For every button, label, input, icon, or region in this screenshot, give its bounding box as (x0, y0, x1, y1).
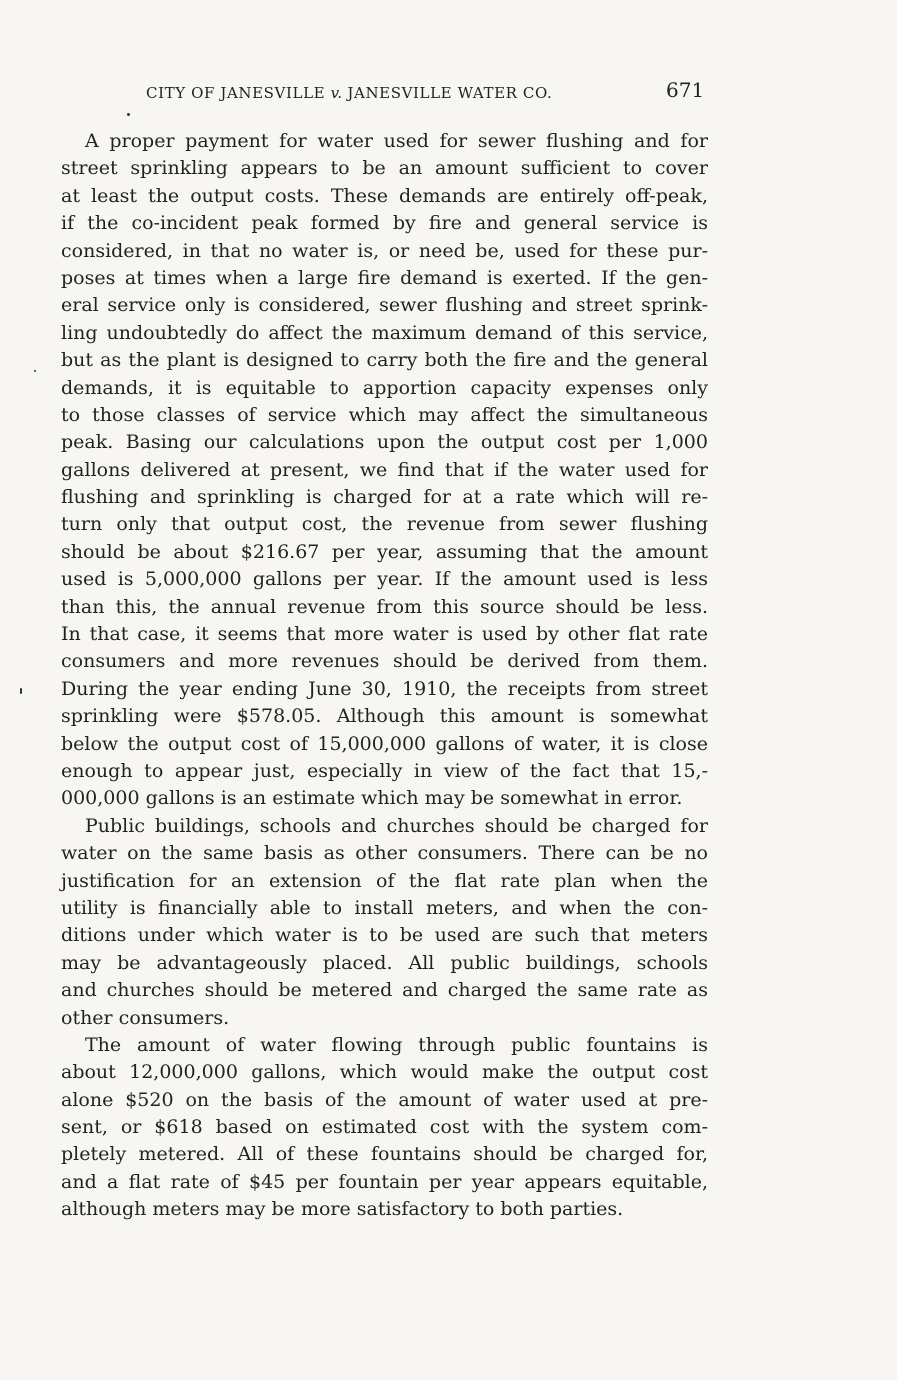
text-line: if the co-incident peak formed by fire and general service is (61, 212, 708, 235)
text-line: alone $520 on the basis of the amount of water used at pre- (61, 1088, 708, 1111)
text-line: gallons delivered at present, we find that if the water used for (61, 458, 708, 481)
paragraph-public-fountains (61, 1032, 708, 1224)
text-line: The amount of water flowing through public fountains is (85, 1033, 708, 1056)
text-line: at least the output costs. These demands are entirely off-peak, (61, 184, 708, 207)
text-line: below the output cost of 15,000,000 gallons of water, it is close (61, 732, 708, 755)
paragraph-public-buildings (61, 813, 708, 1032)
text-line: demands, it is equitable to apportion capacity expenses only (61, 376, 708, 399)
running-head-right: JANESVILLE WATER CO. (347, 84, 553, 102)
text-line: flushing and sprinkling is charged for at a rate which will re- (61, 486, 708, 509)
text-line: A proper payment for water used for sewer flushing and for (85, 130, 708, 152)
text-line: although meters may be more satisfactory to both parties. (61, 1198, 624, 1221)
ink-speck (34, 370, 36, 372)
running-head-versus: v. (330, 84, 343, 102)
text-line: turn only that output cost, the revenue from sewer flushing (61, 513, 708, 536)
text-line: but as the plant is designed to carry both the fire and the general (61, 349, 708, 372)
text-line: considered, in that no water is, or need be, used for these pur- (61, 239, 708, 262)
text-line: to those classes of service which may affect the simultaneous (61, 403, 708, 426)
text-line: ditions under which water is to be used are such that meters (61, 924, 708, 947)
text-line: than this, the annual revenue from this source should be less. (61, 595, 708, 618)
text-line: should be about $216.67 per year, assuming that the amount (61, 540, 708, 563)
running-head (146, 84, 626, 102)
text-line: water on the same basis as other consumers. There can be no (61, 842, 708, 865)
body-text (61, 128, 708, 1224)
text-line: may be advantageously placed. All public buildings, schools (61, 951, 708, 974)
text-line: 000,000 gallons is an estimate which may be somewhat in error. (61, 787, 683, 810)
text-line: utility is financially able to install meters, and when the con- (61, 896, 708, 919)
running-head-left: CITY OF JANESVILLE (146, 84, 326, 102)
text-line: street sprinkling appears to be an amount sufficient to cover (61, 157, 708, 180)
text-line: sprinkling were $578.05. Although this amount is somewhat (61, 705, 708, 728)
text-line: used is 5,000,000 gallons per year. If the amount used is less (61, 568, 708, 591)
text-line: other consumers. (61, 1006, 230, 1029)
page-number: 671 (666, 78, 705, 102)
ink-speck (20, 688, 22, 694)
text-line: sent, or $618 based on estimated cost with the system com- (61, 1116, 708, 1139)
paragraph-sewer-flushing (61, 128, 708, 813)
text-line: about 12,000,000 gallons, which would make the output cost (61, 1061, 708, 1084)
text-line: pletely metered. All of these fountains should be charged for, (61, 1143, 708, 1166)
text-line: In that case, it seems that more water is used by other flat rate (61, 623, 708, 646)
text-line: eral service only is considered, sewer flushing and street sprink- (61, 294, 708, 317)
text-line: ling undoubtedly do affect the maximum demand of this service, (61, 321, 708, 344)
text-line: poses at times when a large fire demand is exerted. If the gen- (61, 266, 708, 289)
ink-speck (127, 113, 130, 116)
text-line: and churches should be metered and charged the same rate as (61, 979, 708, 1002)
text-line: Public buildings, schools and churches should be charged for (85, 814, 708, 837)
text-line: justification for an extension of the flat rate plan when the (61, 869, 708, 892)
text-line: During the year ending June 30, 1910, the receipts from street (61, 677, 708, 700)
text-line: and a flat rate of $45 per fountain per year appears equitable, (61, 1170, 708, 1193)
text-line: peak. Basing our calculations upon the output cost per 1,000 (61, 431, 708, 454)
text-line: consumers and more revenues should be derived from them. (61, 650, 708, 673)
text-line: enough to appear just, especially in view of the fact that 15,- (61, 759, 708, 782)
